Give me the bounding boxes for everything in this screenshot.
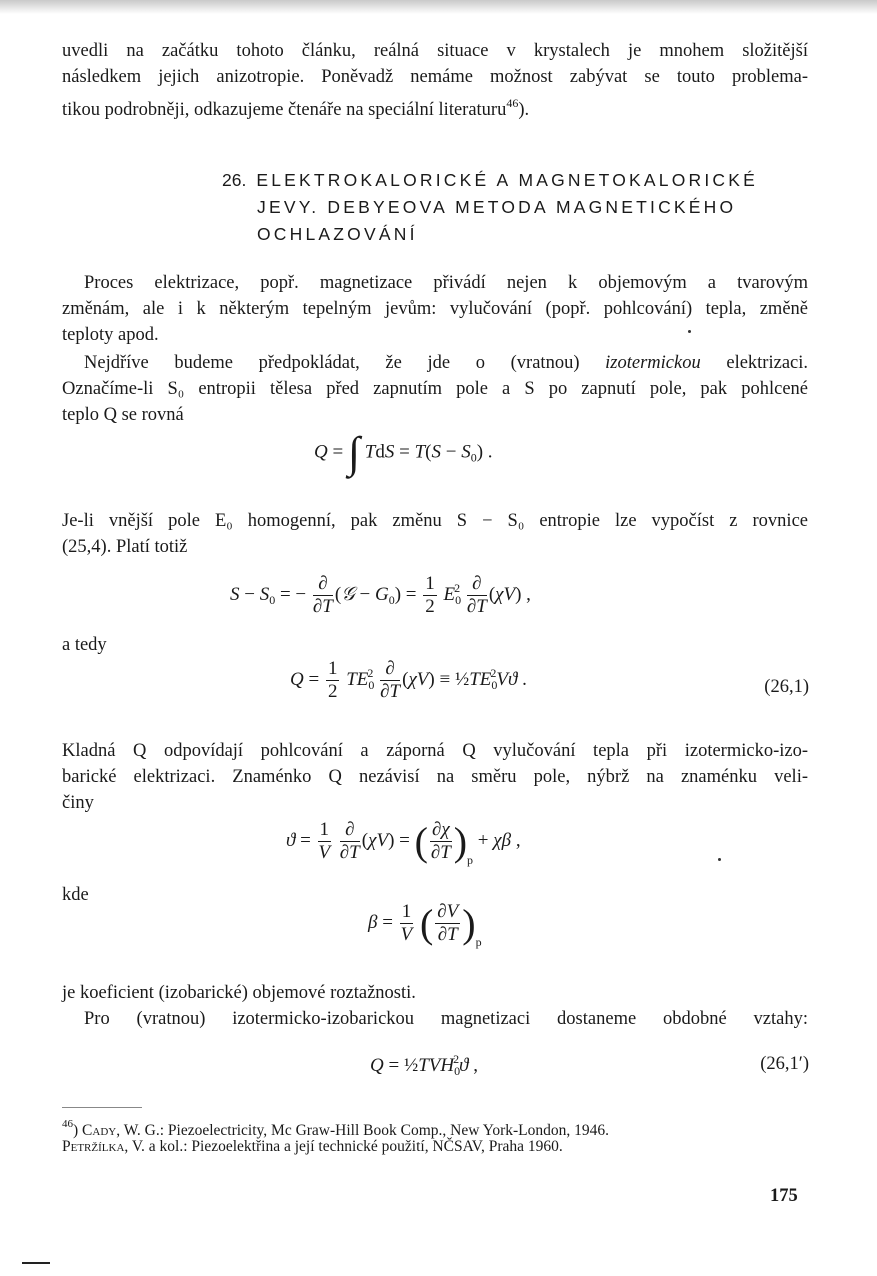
scan-mark (22, 1262, 50, 1264)
paragraph-isothermal (62, 350, 808, 428)
page-number: 175 (770, 1186, 798, 1206)
text-line: Označíme-li S₀ entropii tělesa před zapnutím pole a S po zapnutí pole, pak pohlcené (62, 379, 808, 399)
equation-label: (26,1′) (760, 1054, 809, 1074)
text-line: Proces elektrizace, popř. magnetizace přivádí nejen k objemovým a tvarovým (84, 273, 808, 293)
text-fragment: elektrizaci. (726, 353, 809, 373)
paragraph-process (62, 270, 808, 348)
footnote-number: 46 (62, 1118, 73, 1130)
equation-26-1: Q = $\frac{1}{2}$ $TE_0^2$ $\frac{\partial}{\partial T}$ $(\chi V) \equiv \frac{1}{2}TE_0^2Vϑ$ . (290, 658, 527, 702)
text-fragment: tikou podrobněji, odkazujeme čtenáře na speciální literaturu (62, 100, 507, 120)
text-line: teplo Q se rovná (62, 405, 184, 425)
text-line: následkem jejich anizotropie. Poněvadž nemáme možnost zabývat se touto problema- (62, 67, 808, 87)
paragraph-sign (62, 738, 808, 816)
text-line: teploty apod. (62, 325, 159, 345)
text-line: barické elektrizaci. Znaménko Q nezávisí na směru pole, nýbrž na znaménku veli- (62, 767, 808, 787)
emphasis-text: izotermickou (605, 353, 701, 373)
text-line: uvedli na začátku tohoto článku, reálná situace v krystalech je mnohem složitější (62, 41, 808, 61)
text-line: kde (62, 885, 89, 905)
text-line: Kladná Q odpovídají pohlcování a záporná Q vylučování tepla při izotermicko-izo- (62, 741, 808, 761)
heading-text: ELEKTROKALORICKÉ A MAGNETOKALORICKÉ (256, 170, 758, 190)
text-line: (25,4). Platí totiž (62, 537, 188, 557)
text-line: činy (62, 793, 94, 813)
text-line: je koeficient (izobarické) objemové roztažnosti. (62, 983, 416, 1003)
footnote-author: Petržílka (62, 1138, 125, 1155)
footnote-rule (62, 1107, 142, 1108)
text-fragment: Nejdříve budeme předpokládat, že jde o (vratnou) (84, 353, 580, 373)
footnote-cady: $^{46}$) Cady, W. G.: Piezoelectricity, Mc Graw-Hill Book Comp., New York-London, 1946. (62, 1118, 610, 1139)
equation-beta: β = $\frac{1}{V}$ ( $\frac{\partial V}{\partial T}$ )$_p$ (368, 901, 482, 949)
equation-theta: ϑ = $\frac{1}{V}$ $\frac{\partial}{\partial T}$ (χV) = ( $\frac{\partial\chi}{\partial T}$ )$_p + \chi\beta$ , (286, 819, 521, 867)
scan-speck (718, 858, 721, 861)
section-number: 26. (222, 170, 247, 190)
text-line: změnám, ale i k některým tepelným jevům: vylučování (popř. pohlcování) tepla, změně (62, 299, 808, 319)
section-heading (222, 167, 822, 248)
scan-shadow (0, 0, 877, 14)
text-line (62, 350, 808, 376)
text-a-tedy (62, 632, 808, 658)
text-line: Je-li vnější pole E₀ homogenní, pak změnu S − S₀ entropie lze vypočíst z rovnice (62, 511, 808, 531)
text-line: a tedy (62, 635, 107, 655)
text-fragment: ). (518, 100, 530, 120)
footnote-petrzilka (62, 1136, 822, 1158)
heading-line: JEVY. DEBYEOVA METODA MAGNETICKÉHO (257, 197, 737, 217)
text-line (62, 90, 808, 123)
footnote-ref: 46 (506, 96, 519, 110)
equation-26-1-prime: $Q = \frac{1}{2}TVH_0^2ϑ$ , (370, 1052, 478, 1078)
heading-line (222, 167, 822, 194)
equation-heat-integral: Q = ∫ TdS = $T(S - S_0)$ . (314, 428, 493, 477)
paragraph-intro (62, 38, 808, 123)
equation-entropy-change: $S - S_0$ = − $\frac{\partial}{\partial T}$ (𝒢 − $G_0$) = $\frac{1}{2}$ $E_0^2$ $\frac{\partial}{\partial T}$ (χV) , (230, 573, 531, 617)
heading-line: OCHLAZOVÁNÍ (257, 224, 418, 244)
footnote-text: , W. G.: Piezoelectricity, Mc Graw-Hill Book Comp., New York-London, 1946. (116, 1122, 610, 1139)
paragraph-homogeneous-field (62, 508, 808, 560)
footnote-text: , V. a kol.: Piezoelektřina a její technické použití, NČSAV, Praha 1960. (124, 1138, 563, 1155)
paragraph-coefficient (62, 980, 808, 1032)
text-line: Pro (vratnou) izotermicko-izobarickou magnetizaci dostaneme obdobné vztahy: (84, 1009, 808, 1029)
scan-speck (688, 330, 691, 333)
equation-label: (26,1) (764, 677, 809, 697)
footnote-author: Cady (82, 1122, 117, 1139)
